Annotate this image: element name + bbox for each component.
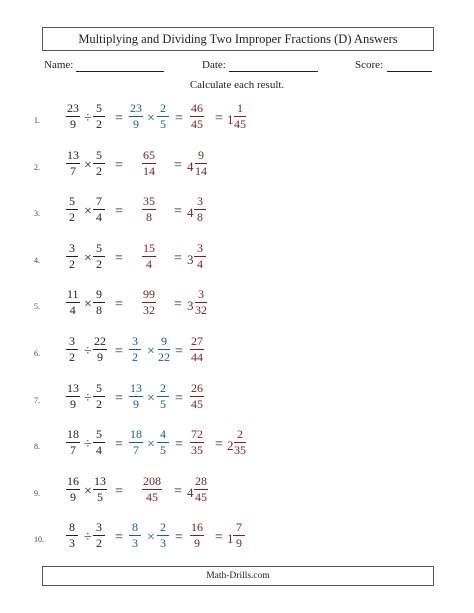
equals-sign: =: [215, 111, 223, 126]
first-fraction-denominator: 3: [69, 536, 75, 551]
result-fraction: [190, 382, 204, 411]
date-label: Date:: [202, 59, 226, 71]
first-fraction-denominator: 2: [69, 350, 75, 364]
first-fraction-denominator: 7: [70, 163, 76, 178]
second-fraction-denominator: 2: [96, 256, 102, 271]
second-fraction: [93, 195, 105, 224]
first-fraction: [66, 475, 80, 504]
mixed-fraction-denominator: 9: [236, 536, 242, 551]
first-fraction-denominator: 9: [70, 117, 76, 131]
problem-number: 10.: [34, 535, 44, 545]
problem-number: 6.: [34, 349, 40, 358]
divide-sign: ÷: [84, 437, 92, 453]
reciprocal-second-fraction-denominator: 3: [160, 536, 166, 551]
problem-number: 8.: [34, 442, 40, 452]
mixed-whole: 4: [187, 158, 194, 174]
result-fraction: [190, 102, 204, 131]
problem-row: [0, 333, 474, 377]
result-fraction: [142, 149, 156, 178]
first-fraction: [66, 521, 78, 550]
multiply-sign: ×: [84, 250, 92, 266]
equals-sign: =: [175, 390, 183, 406]
equals-sign: =: [115, 204, 123, 220]
problem-row: [0, 519, 474, 563]
equals-sign: =: [175, 111, 183, 126]
first-fraction: [66, 102, 80, 131]
first-fraction-denominator: 9: [70, 489, 76, 504]
problem-number: 7.: [34, 395, 40, 405]
mixed-fraction: [194, 475, 208, 504]
second-fraction-denominator: 2: [96, 117, 102, 131]
second-fraction-numerator: 5: [93, 102, 105, 117]
equals-sign: =: [115, 297, 123, 313]
worksheet-title: [42, 27, 434, 51]
first-fraction-denominator: 4: [69, 303, 76, 318]
reciprocal-first-fraction: [129, 521, 141, 550]
second-fraction-numerator: 13: [94, 473, 106, 488]
reciprocal-second-fraction-numerator: 2: [157, 102, 169, 117]
second-fraction-numerator: 5: [93, 242, 105, 257]
reciprocal-second-fraction-numerator: 2: [157, 521, 169, 536]
result-fraction: [142, 195, 156, 224]
second-fraction-denominator: 9: [97, 350, 103, 364]
second-fraction-denominator: 2: [96, 536, 102, 551]
multiply-sign: ×: [147, 530, 155, 546]
equals-sign: =: [174, 250, 182, 266]
second-fraction-numerator: 5: [93, 382, 105, 397]
reciprocal-second-fraction: [157, 382, 169, 411]
first-fraction-numerator: 3: [66, 335, 78, 350]
mixed-fraction-denominator: 8: [197, 210, 203, 225]
result-fraction: [190, 428, 204, 457]
mixed-whole: 1: [227, 112, 234, 127]
multiply-sign: ×: [84, 157, 92, 173]
second-fraction: [93, 382, 105, 411]
result-fraction-denominator: 9: [194, 536, 200, 551]
divide-sign: ÷: [84, 390, 92, 406]
second-fraction-denominator: 2: [96, 396, 102, 411]
reciprocal-second-fraction: [157, 521, 169, 550]
divide-sign: ÷: [84, 344, 92, 359]
second-fraction: [93, 102, 105, 131]
equals-sign: =: [115, 344, 123, 359]
reciprocal-first-fraction-denominator: 9: [133, 117, 139, 131]
multiply-sign: ×: [147, 437, 155, 453]
first-fraction: [66, 149, 80, 178]
multiply-sign: ×: [84, 297, 92, 313]
result-fraction-numerator: 15: [143, 240, 155, 255]
multiply-sign: ×: [147, 390, 155, 406]
equals-sign: =: [175, 344, 183, 359]
reciprocal-first-fraction: [129, 102, 143, 131]
reciprocal-first-fraction-numerator: 13: [130, 380, 142, 395]
reciprocal-second-fraction-denominator: 22: [158, 350, 170, 364]
equals-sign: =: [115, 437, 123, 453]
date-line[interactable]: [229, 71, 318, 72]
first-fraction-denominator: 2: [69, 210, 75, 225]
footer-box: [42, 566, 434, 586]
mixed-fraction: [233, 102, 247, 131]
second-fraction-denominator: 2: [96, 163, 102, 178]
equals-sign: =: [215, 530, 223, 546]
problem-number: 9.: [34, 488, 40, 498]
problem-number: 1.: [34, 116, 40, 125]
equals-sign: =: [174, 483, 182, 499]
equals-sign: =: [115, 530, 123, 546]
first-fraction: [66, 428, 80, 457]
result-fraction: [142, 242, 156, 271]
equals-sign: =: [175, 437, 183, 453]
reciprocal-first-fraction-denominator: 3: [132, 536, 138, 551]
first-fraction-numerator: 11: [67, 287, 79, 302]
second-fraction-numerator: 5: [93, 149, 105, 164]
score-label: Score:: [355, 59, 384, 71]
reciprocal-first-fraction-denominator: 2: [132, 350, 138, 364]
result-fraction-denominator: 45: [191, 117, 203, 131]
mixed-whole: 2: [227, 438, 234, 454]
result-fraction-denominator: 8: [146, 210, 152, 225]
second-fraction-denominator: 4: [96, 210, 102, 225]
first-fraction-numerator: 8: [66, 521, 78, 536]
result-fraction-denominator: 35: [191, 443, 203, 458]
mixed-fraction-denominator: 4: [197, 256, 203, 271]
result-fraction-denominator: 44: [191, 350, 203, 364]
mixed-fraction-numerator: 9: [195, 149, 207, 164]
result-fraction-denominator: 4: [146, 256, 152, 271]
mixed-fraction-numerator: 3: [194, 242, 206, 257]
second-fraction: [93, 335, 107, 364]
mixed-whole: 3: [187, 298, 194, 314]
reciprocal-first-fraction-numerator: 8: [129, 521, 141, 536]
second-fraction: [93, 288, 105, 317]
first-fraction: [66, 288, 80, 317]
second-fraction: [93, 428, 105, 457]
result-fraction-numerator: 35: [143, 194, 155, 209]
result-fraction-denominator: 45: [146, 489, 158, 504]
result-fraction-numerator: 46: [191, 101, 203, 115]
first-fraction-denominator: 2: [69, 256, 75, 271]
score-line[interactable]: [387, 71, 432, 72]
first-fraction: [66, 242, 78, 271]
mixed-fraction-numerator: 1: [234, 102, 246, 117]
problem-row: [0, 426, 474, 470]
multiply-sign: ×: [84, 483, 92, 499]
second-fraction: [93, 242, 105, 271]
equals-sign: =: [215, 437, 223, 453]
reciprocal-second-fraction-numerator: 4: [157, 428, 169, 443]
result-fraction-numerator: 65: [143, 147, 155, 162]
mixed-fraction: [233, 521, 245, 550]
second-fraction-numerator: 5: [93, 428, 105, 443]
problem-row: [0, 100, 474, 144]
mixed-fraction-numerator: 28: [195, 473, 207, 488]
mixed-fraction-numerator: 3: [194, 195, 206, 210]
first-fraction-numerator: 23: [67, 101, 79, 115]
reciprocal-first-fraction-denominator: 9: [133, 396, 139, 411]
equals-sign: =: [175, 530, 183, 546]
first-fraction-numerator: 16: [67, 473, 79, 488]
mixed-fraction: [233, 428, 247, 457]
reciprocal-second-fraction: [157, 428, 169, 457]
reciprocal-second-fraction: [157, 335, 171, 364]
mixed-fraction-denominator: 45: [234, 117, 246, 131]
mixed-fraction-denominator: 14: [195, 163, 207, 178]
mixed-fraction: [194, 288, 208, 317]
mixed-fraction-denominator: 32: [195, 303, 207, 318]
reciprocal-first-fraction: [129, 335, 141, 364]
first-fraction: [66, 382, 80, 411]
reciprocal-second-fraction-denominator: 5: [160, 396, 166, 411]
equals-sign: =: [115, 250, 123, 266]
result-fraction: [142, 475, 162, 504]
mixed-fraction: [194, 149, 208, 178]
reciprocal-second-fraction-denominator: 5: [160, 117, 166, 131]
mixed-whole: 1: [227, 531, 234, 547]
problem-row: [0, 473, 474, 517]
mixed-whole: 4: [187, 205, 194, 221]
second-fraction: [93, 149, 105, 178]
multiply-sign: ×: [147, 344, 155, 359]
equals-sign: =: [115, 111, 123, 126]
first-fraction-numerator: 18: [67, 427, 79, 442]
reciprocal-first-fraction-numerator: 3: [129, 335, 141, 350]
second-fraction-denominator: 5: [97, 489, 103, 504]
second-fraction-numerator: 7: [93, 195, 105, 210]
first-fraction-denominator: 9: [70, 396, 76, 411]
mixed-fraction-denominator: 35: [234, 443, 246, 458]
title-text: Multiplying and Dividing Two Improper Fractions (D) Answers: [78, 31, 398, 46]
first-fraction: [66, 195, 78, 224]
result-fraction-numerator: 16: [191, 520, 203, 535]
second-fraction: [93, 521, 105, 550]
divide-sign: ÷: [84, 111, 92, 126]
second-fraction: [93, 475, 107, 504]
result-fraction: [190, 335, 204, 364]
first-fraction-numerator: 3: [66, 242, 78, 257]
result-fraction-numerator: 27: [191, 334, 203, 348]
reciprocal-first-fraction-denominator: 7: [133, 443, 139, 458]
result-fraction-numerator: 26: [191, 380, 203, 395]
divide-sign: ÷: [84, 530, 92, 546]
mixed-fraction-numerator: 3: [195, 288, 207, 303]
equals-sign: =: [115, 390, 123, 406]
result-fraction-numerator: 208: [143, 473, 161, 488]
mixed-fraction: [194, 242, 206, 271]
result-fraction-denominator: 32: [143, 303, 155, 318]
mixed-whole: 3: [187, 251, 194, 267]
footer-text: Math-Drills.com: [206, 571, 270, 581]
name-label: Name:: [44, 59, 74, 71]
problem-row: [0, 286, 474, 330]
problem-row: [0, 193, 474, 237]
reciprocal-second-fraction-denominator: 5: [160, 443, 166, 458]
equals-sign: =: [174, 157, 182, 173]
first-fraction: [66, 335, 78, 364]
multiply-sign: ×: [147, 111, 155, 126]
problem-number: 4.: [34, 255, 40, 265]
mixed-fraction-numerator: 2: [234, 428, 246, 443]
reciprocal-second-fraction-numerator: 9: [158, 335, 170, 350]
problem-number: 2.: [34, 162, 40, 172]
result-fraction-numerator: 99: [143, 287, 155, 302]
second-fraction-numerator: 3: [93, 521, 105, 536]
mixed-fraction: [194, 195, 206, 224]
name-line[interactable]: [76, 71, 164, 72]
problem-row: [0, 380, 474, 424]
problem-number: 3.: [34, 209, 40, 219]
second-fraction-numerator: 22: [94, 334, 106, 348]
mixed-fraction-denominator: 45: [195, 489, 207, 504]
mixed-fraction-numerator: 7: [233, 521, 245, 536]
first-fraction-denominator: 7: [70, 443, 76, 458]
first-fraction-numerator: 13: [67, 147, 79, 162]
equals-sign: =: [174, 297, 182, 313]
instruction-text: Calculate each result.: [189, 79, 285, 91]
reciprocal-second-fraction: [157, 102, 169, 131]
result-fraction-numerator: 72: [191, 427, 203, 442]
reciprocal-first-fraction-numerator: 18: [130, 427, 142, 442]
result-fraction-denominator: 45: [191, 396, 203, 411]
result-fraction: [190, 521, 204, 550]
first-fraction-numerator: 5: [66, 195, 78, 210]
problem-number: 5.: [34, 302, 40, 312]
result-fraction: [142, 288, 156, 317]
multiply-sign: ×: [84, 204, 92, 220]
result-fraction-denominator: 14: [143, 163, 155, 178]
mixed-whole: 4: [187, 484, 194, 500]
second-fraction-numerator: 9: [93, 288, 105, 303]
reciprocal-second-fraction-numerator: 2: [157, 382, 169, 397]
equals-sign: =: [115, 483, 123, 499]
reciprocal-first-fraction: [129, 428, 143, 457]
second-fraction-denominator: 8: [96, 303, 102, 318]
second-fraction-denominator: 4: [96, 443, 102, 458]
first-fraction-numerator: 13: [67, 380, 79, 395]
problem-row: [0, 147, 474, 191]
problem-row: [0, 240, 474, 284]
reciprocal-first-fraction-numerator: 23: [130, 101, 142, 115]
equals-sign: =: [115, 157, 123, 173]
reciprocal-first-fraction: [129, 382, 143, 411]
equals-sign: =: [174, 204, 182, 220]
